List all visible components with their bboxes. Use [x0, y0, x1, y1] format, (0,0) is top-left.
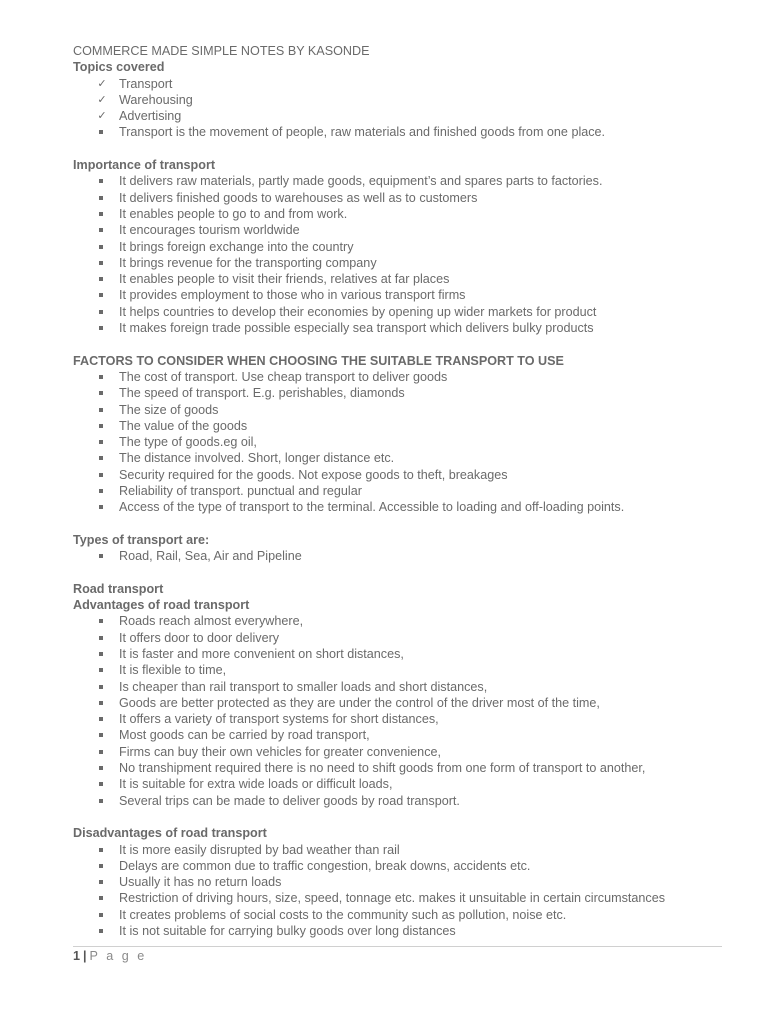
factor-item — [73, 483, 723, 499]
factor-text: The size of goods — [119, 402, 219, 417]
document-page — [73, 43, 723, 939]
square-bullet-icon — [99, 375, 103, 379]
importance-text: It brings foreign exchange into the country — [119, 239, 354, 254]
square-bullet-icon — [99, 717, 103, 721]
disadvantage-item — [73, 907, 723, 923]
square-bullet-icon — [99, 489, 103, 493]
importance-item — [73, 222, 723, 238]
type-item — [73, 548, 723, 564]
square-bullet-icon — [99, 505, 103, 509]
disadvantage-text: Restriction of driving hours, size, speed, tonnage etc. makes it unsuitable in certain circumstances — [119, 891, 665, 906]
square-bullet-icon — [99, 652, 103, 656]
importance-list — [73, 173, 723, 336]
square-bullet-icon — [99, 848, 103, 852]
definition-item — [73, 124, 723, 140]
disadvantage-item — [73, 842, 723, 858]
road-heading: Road transport — [73, 581, 164, 596]
advantage-item — [73, 630, 723, 646]
importance-text: It delivers raw materials, partly made goods, equipment’s and spares parts to factories. — [119, 174, 603, 189]
advantages-heading: Advantages of road transport — [73, 598, 250, 613]
square-bullet-icon — [99, 179, 103, 183]
importance-text: It makes foreign trade possible especially sea transport which delivers bulky products — [119, 321, 594, 336]
disadvantage-text: It is more easily disrupted by bad weather than rail — [119, 842, 400, 857]
disadvantage-item — [73, 874, 723, 890]
square-bullet-icon — [99, 261, 103, 265]
advantages-list — [73, 613, 723, 809]
factor-text: The speed of transport. E.g. perishables, diamonds — [119, 386, 405, 401]
square-bullet-icon — [99, 424, 103, 428]
factor-item — [73, 402, 723, 418]
importance-item — [73, 271, 723, 287]
factor-item — [73, 499, 723, 515]
check-mark-icon: ✓ — [97, 77, 107, 90]
advantage-text: No transhipment required there is no need to shift goods from one form of transport to another, — [119, 761, 646, 776]
page-label: P a g e — [89, 949, 147, 963]
advantage-item — [73, 613, 723, 629]
importance-item — [73, 320, 723, 336]
importance-text: It provides employment to those who in various transport firms — [119, 288, 466, 303]
factor-item — [73, 450, 723, 466]
square-bullet-icon — [99, 196, 103, 200]
factor-text: Reliability of transport. punctual and regular — [119, 484, 362, 499]
square-bullet-icon — [99, 864, 103, 868]
disadvantage-text: Usually it has no return loads — [119, 875, 282, 890]
square-bullet-icon — [99, 636, 103, 640]
advantage-item — [73, 662, 723, 678]
square-bullet-icon — [99, 456, 103, 460]
square-bullet-icon — [99, 130, 103, 134]
importance-text: It enables people to visit their friends, relatives at far places — [119, 272, 450, 287]
importance-item — [73, 173, 723, 189]
square-bullet-icon — [99, 326, 103, 330]
check-mark-icon: ✓ — [97, 110, 107, 123]
topic-item — [73, 92, 723, 108]
disadvantage-text: It is not suitable for carrying bulky goods over long distances — [119, 924, 456, 939]
square-bullet-icon — [99, 293, 103, 297]
factors-list — [73, 369, 723, 516]
factor-item — [73, 385, 723, 401]
importance-text: It delivers finished goods to warehouses as well as to customers — [119, 190, 478, 205]
importance-item — [73, 287, 723, 303]
square-bullet-icon — [99, 277, 103, 281]
advantage-item — [73, 711, 723, 727]
advantage-text: It offers door to door delivery — [119, 630, 280, 645]
advantage-item — [73, 760, 723, 776]
importance-item — [73, 190, 723, 206]
importance-item — [73, 239, 723, 255]
topic-item — [73, 76, 723, 92]
document-title: COMMERCE MADE SIMPLE NOTES BY KASONDE — [73, 44, 370, 58]
square-bullet-icon — [99, 554, 103, 558]
importance-item — [73, 255, 723, 271]
advantage-item — [73, 776, 723, 792]
square-bullet-icon — [99, 619, 103, 623]
factor-text: The cost of transport. Use cheap transport to deliver goods — [119, 369, 448, 384]
topic-item — [73, 108, 723, 124]
topic-text: Transport — [119, 76, 173, 91]
factor-item — [73, 369, 723, 385]
importance-text: It enables people to go to and from work. — [119, 206, 348, 221]
factor-item — [73, 434, 723, 450]
square-bullet-icon — [99, 766, 103, 770]
importance-text: It helps countries to develop their economies by opening up wider markets for product — [119, 304, 597, 319]
factor-text: Security required for the goods. Not expose goods to theft, breakages — [119, 467, 508, 482]
disadvantage-item — [73, 923, 723, 939]
topics-list — [73, 76, 723, 125]
advantage-text: It offers a variety of transport systems for short distances, — [119, 712, 439, 727]
factor-item — [73, 467, 723, 483]
square-bullet-icon — [99, 750, 103, 754]
advantage-item — [73, 646, 723, 662]
advantage-text: Roads reach almost everywhere, — [119, 614, 304, 629]
square-bullet-icon — [99, 733, 103, 737]
factor-text: Access of the type of transport to the terminal. Accessible to loading and off-loading points. — [119, 500, 625, 515]
factor-text: The value of the goods — [119, 418, 248, 433]
advantage-text: It is faster and more convenient on short distances, — [119, 646, 404, 661]
square-bullet-icon — [99, 408, 103, 412]
advantage-item — [73, 793, 723, 809]
square-bullet-icon — [99, 473, 103, 477]
factor-text: The type of goods.eg oil, — [119, 435, 257, 450]
advantage-item — [73, 727, 723, 743]
disadvantages-heading: Disadvantages of road transport — [73, 826, 267, 841]
square-bullet-icon — [99, 668, 103, 672]
types-list — [73, 548, 723, 564]
square-bullet-icon — [99, 685, 103, 689]
importance-item — [73, 206, 723, 222]
definition-text: Transport is the movement of people, raw materials and finished goods from one place. — [119, 125, 606, 140]
advantage-text: It is suitable for extra wide loads or difficult loads, — [119, 777, 393, 792]
page-footer — [73, 948, 147, 964]
disadvantage-item — [73, 890, 723, 906]
topic-text: Warehousing — [119, 92, 193, 107]
square-bullet-icon — [99, 310, 103, 314]
advantage-text: It is flexible to time, — [119, 663, 227, 678]
advantage-item — [73, 695, 723, 711]
advantage-text: Goods are better protected as they are under the control of the driver most of the time, — [119, 695, 600, 710]
advantage-text: Several trips can be made to deliver goods by road transport. — [119, 793, 460, 808]
importance-text: It brings revenue for the transporting company — [119, 255, 377, 270]
factor-text: The distance involved. Short, longer distance etc. — [119, 451, 395, 466]
advantage-item — [73, 744, 723, 760]
advantage-text: Most goods can be carried by road transport, — [119, 728, 370, 743]
topic-text: Advertising — [119, 109, 182, 124]
disadvantage-item — [73, 858, 723, 874]
square-bullet-icon — [99, 701, 103, 705]
square-bullet-icon — [99, 782, 103, 786]
square-bullet-icon — [99, 391, 103, 395]
topics-heading: Topics covered — [73, 60, 165, 75]
square-bullet-icon — [99, 245, 103, 249]
square-bullet-icon — [99, 929, 103, 933]
square-bullet-icon — [99, 228, 103, 232]
footer-divider — [73, 946, 722, 947]
page-number: 1 — [73, 949, 81, 963]
disadvantage-text: Delays are common due to traffic congestion, break downs, accidents etc. — [119, 858, 531, 873]
advantage-text: Is cheaper than rail transport to smaller loads and short distances, — [119, 679, 488, 694]
importance-heading: Importance of transport — [73, 158, 216, 173]
disadvantages-list — [73, 842, 723, 940]
footer-separator: | — [83, 949, 87, 963]
importance-text: It encourages tourism worldwide — [119, 223, 300, 238]
factor-item — [73, 418, 723, 434]
disadvantage-text: It creates problems of social costs to the community such as pollution, noise etc. — [119, 907, 567, 922]
advantage-text: Firms can buy their own vehicles for greater convenience, — [119, 744, 441, 759]
square-bullet-icon — [99, 799, 103, 803]
importance-item — [73, 304, 723, 320]
check-mark-icon: ✓ — [97, 93, 107, 106]
square-bullet-icon — [99, 880, 103, 884]
advantage-item — [73, 679, 723, 695]
factors-heading: FACTORS TO CONSIDER WHEN CHOOSING THE SUITABLE TRANSPORT TO USE — [73, 353, 564, 368]
square-bullet-icon — [99, 913, 103, 917]
type-text: Road, Rail, Sea, Air and Pipeline — [119, 549, 302, 564]
types-heading: Types of transport are: — [73, 532, 210, 547]
square-bullet-icon — [99, 896, 103, 900]
square-bullet-icon — [99, 440, 103, 444]
square-bullet-icon — [99, 212, 103, 216]
